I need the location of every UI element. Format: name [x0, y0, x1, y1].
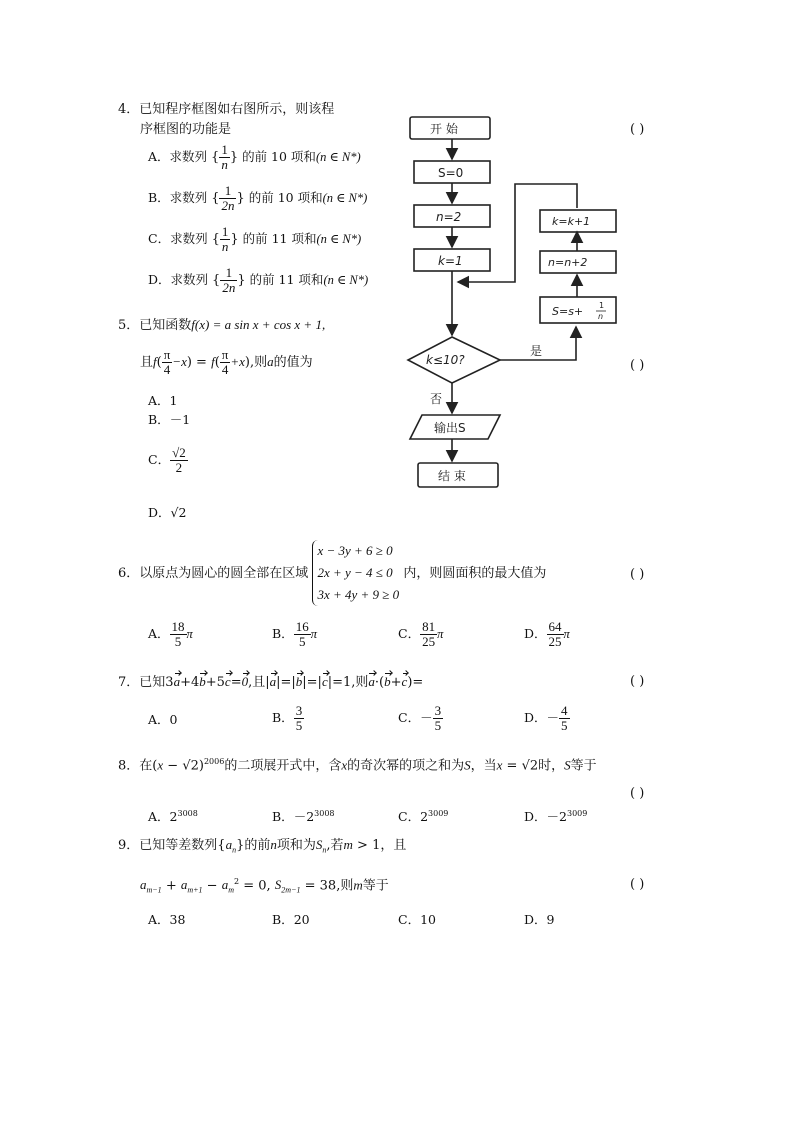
q6-option-c[interactable]: C． $\frac{81}{25}$ π — [398, 619, 444, 649]
q5-stem-line2: 且f( $\frac{\pi}{4}$ −x) = f( $\frac{\pi}{4}$ +x),则a的值为 — [140, 347, 313, 377]
q8-option-d[interactable]: D．$-2^{3009}$ — [524, 809, 588, 825]
flow-end-label: 结 束 — [438, 469, 466, 483]
flow-update-n-label: n=n+2 — [548, 256, 588, 269]
q9-stem-line1: 9．已知等差数列$\{a_n\}$的前n项和为$S_n$,若m > 1，且 — [118, 837, 407, 855]
flow-s0-label: S=0 — [438, 166, 464, 180]
q6-stem: 6．以原点为圆心的圆全部在区域 x − 3y + 6 ≥ 0 2x + y − 4 ≤ 0 3x + 4y + 9 ≥ 0 内，则圆面积的最大值为 — [118, 540, 546, 606]
q7-option-c[interactable]: C．－ $\frac{3}{5}$ — [398, 703, 442, 733]
q4-stem-line1: 4．已知程序框图如右图所示，则该程 — [118, 102, 335, 117]
q9-option-c[interactable]: C．10 — [398, 912, 436, 927]
q5-answer-paren: ( ) — [630, 358, 645, 373]
q7-answer-paren: ( ) — [630, 674, 645, 689]
q7-option-d[interactable]: D．－ $\frac{4}{5}$ — [524, 703, 568, 733]
q8-answer-paren: ( ) — [630, 786, 645, 801]
q6-option-d[interactable]: D． $\frac{64}{25}$ π — [524, 619, 570, 649]
inequality-system: x − 3y + 6 ≥ 0 2x + y − 4 ≤ 0 3x + 4y + 9 ≥ 0 — [312, 540, 399, 606]
q4-number: 4． — [118, 102, 140, 117]
q8-stem: 8．在$(x - √2)^{2006}$的二项展开式中，含x的奇次幂的项之和为S，当x = √2时，S等于 — [118, 757, 597, 774]
fraction: $\frac{1}{2n}$ — [221, 183, 235, 213]
q9-answer-paren: ( ) — [630, 877, 645, 892]
flow-start-label: 开 始 — [430, 122, 458, 136]
fraction: $\frac{1}{2n}$ — [222, 265, 236, 295]
q7-option-b[interactable]: B． $\frac{3}{5}$ — [272, 703, 303, 733]
svg-text:n: n — [598, 312, 604, 321]
q4-option-a[interactable]: A．求数列 { $\frac{1}{n}$ } 的前 10 项和(n ∈ N*) — [148, 142, 361, 172]
q5-option-b[interactable]: B．－1 — [148, 412, 191, 427]
flow-update-s-label: S=s+ — [552, 305, 584, 318]
q7-option-a[interactable]: A．0 — [148, 712, 178, 727]
q8-option-c[interactable]: C．$2^{3009}$ — [398, 809, 449, 825]
q9-option-b[interactable]: B．20 — [272, 912, 310, 927]
q7-stem: 7．已知3a+4b+5c=0,且|a|=|b|=|c|=1,则a·(b+c)= — [118, 674, 424, 690]
q9-stem-line2: $a_{m-1} + a_{m+1} - a_m^2 = 0$, $S_{2m-1} = 38$,则m等于 — [140, 877, 389, 895]
q4-stem-line2: 序框图的功能是 — [140, 122, 232, 137]
q6-answer-paren: ( ) — [630, 567, 645, 582]
q6-option-a[interactable]: A． $\frac{18}{5}$ π — [148, 619, 193, 649]
flowchart — [400, 105, 620, 505]
flow-output-label: 输出S — [434, 421, 466, 435]
q5-stem-line1: 5．已知函数f(x) = a sin x + cos x + 1, — [118, 317, 326, 333]
flow-k1-label: k=1 — [438, 254, 463, 268]
flow-update-k-label: k=k+1 — [552, 215, 591, 228]
q5-option-d[interactable]: D．√2 — [148, 505, 187, 520]
q8-option-b[interactable]: B．$-2^{3008}$ — [272, 809, 335, 825]
q6-option-b[interactable]: B． $\frac{16}{5}$ π — [272, 619, 317, 649]
fraction: $\frac{1}{n}$ — [221, 142, 228, 172]
q9-option-a[interactable]: A．38 — [148, 912, 186, 927]
q9-option-d[interactable]: D．9 — [524, 912, 555, 927]
q8-option-a[interactable]: A．$2^{3008}$ — [148, 809, 198, 825]
fraction: $\frac{1}{n}$ — [221, 224, 229, 254]
svg-text:1: 1 — [599, 301, 605, 310]
flow-n2-label: n=2 — [436, 210, 462, 224]
flow-cond-label: k≤10? — [426, 353, 465, 367]
flow-yes-label: 是 — [530, 344, 543, 358]
flow-no-label: 否 — [430, 392, 443, 406]
q5-option-a[interactable]: A．1 — [148, 393, 178, 408]
q4-option-c[interactable]: C．求数列 { $\frac{1}{n}$ } 的前 11 项和(n ∈ N*) — [148, 224, 362, 254]
q4-option-b[interactable]: B．求数列 { $\frac{1}{2n}$ } 的前 10 项和(n ∈ N*) — [148, 183, 368, 213]
q5-option-c[interactable]: C． $\frac{√2}{2}$ — [148, 445, 186, 475]
q4-option-d[interactable]: D．求数列 { $\frac{1}{2n}$ } 的前 11 项和(n ∈ N*) — [148, 265, 369, 295]
q4-answer-paren: ( ) — [630, 122, 645, 137]
